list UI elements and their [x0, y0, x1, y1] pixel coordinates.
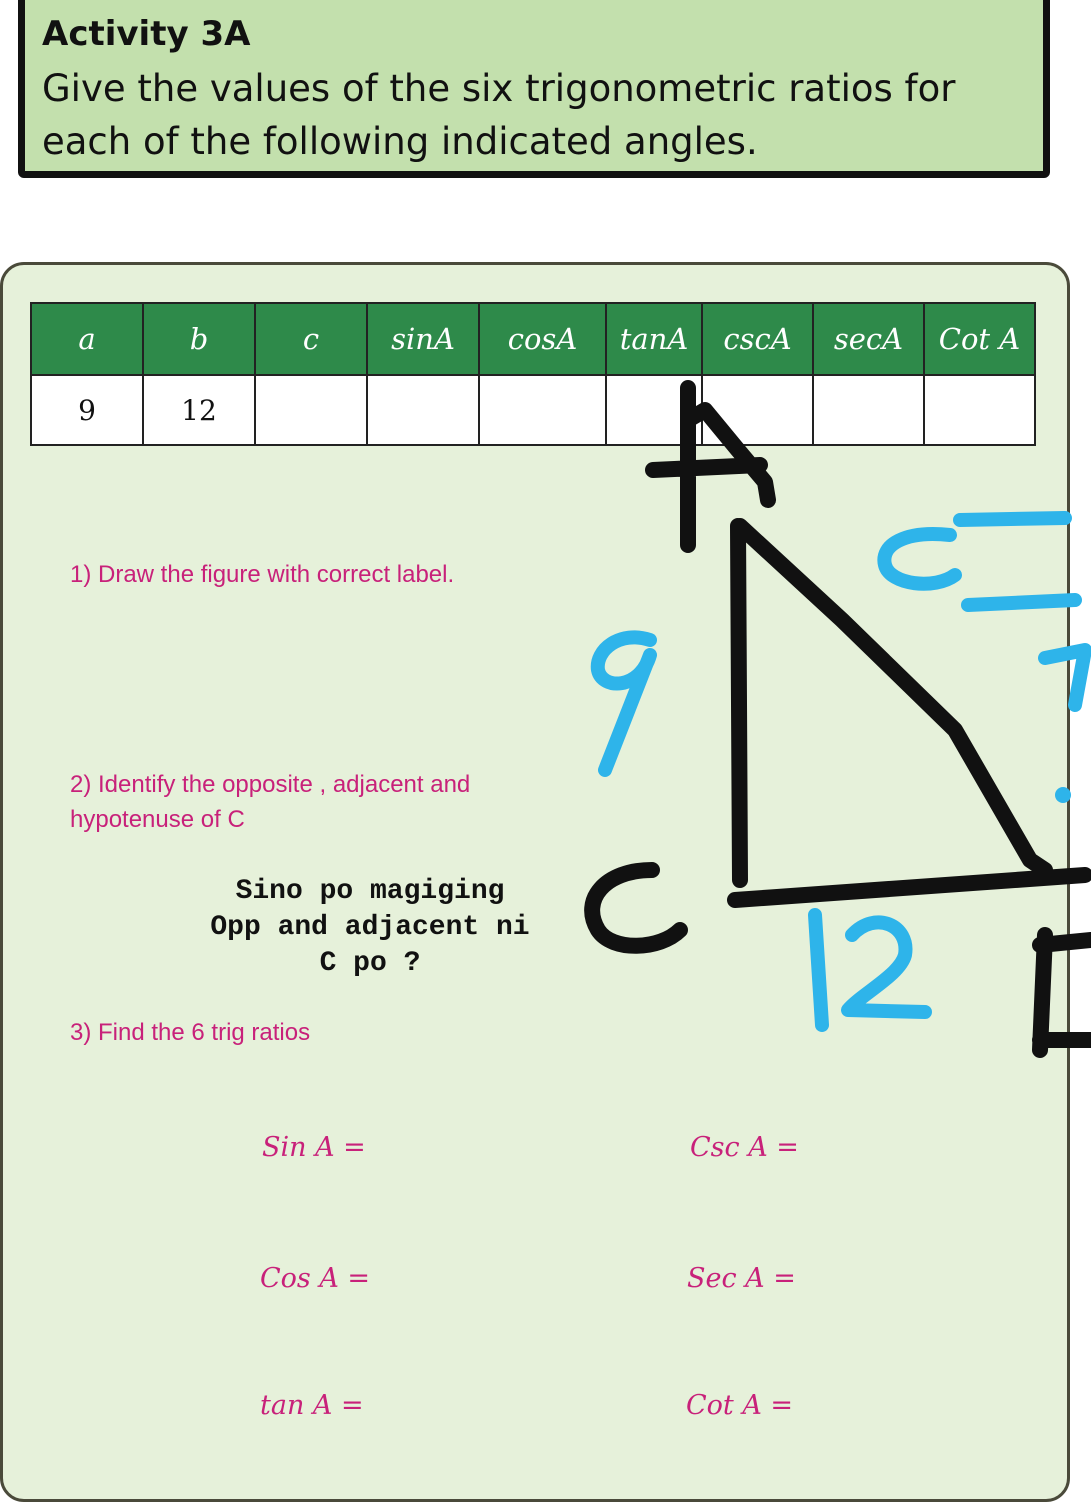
activity-instructions: Give the values of the six trigonometric ratios for each of the following indicated angles. — [42, 67, 956, 163]
header-a: a — [31, 303, 143, 375]
step-1-text: 1) Draw the figure with correct label. — [70, 561, 455, 588]
header-b: b — [143, 303, 255, 375]
note-line-2: Opp and adjacent ni — [210, 912, 530, 943]
handwritten-label-a — [653, 388, 768, 545]
sec-formula: Sec A = — [687, 1263, 796, 1294]
header-seca: secA — [813, 303, 924, 375]
tan-formula: tan A = — [260, 1390, 364, 1421]
handwritten-number-9 — [598, 637, 650, 770]
step-3-text: 3) Find the 6 trig ratios — [70, 1019, 311, 1046]
csc-formula: Csc A = — [690, 1132, 799, 1163]
handwritten-dot — [1055, 787, 1071, 803]
cell-b[interactable]: 12 — [143, 375, 255, 445]
cell-a[interactable]: 9 — [31, 375, 143, 445]
header-cosa: cosA — [479, 303, 606, 375]
step-2-text: 2) Identify the opposite , adjacent and hypotenuse of C — [70, 771, 471, 833]
header-csca: cscA — [702, 303, 813, 375]
cot-formula: Cot A = — [686, 1390, 794, 1421]
header-sina: sinA — [367, 303, 479, 375]
handwritten-c-equals — [884, 518, 1075, 605]
cos-formula: Cos A = — [260, 1263, 371, 1294]
handwritten-label-c — [592, 870, 680, 946]
handwritten-label-b — [1040, 935, 1091, 1050]
header-c: c — [255, 303, 367, 375]
note-line-3: C po ? — [319, 948, 421, 979]
handwritten-partial-digit — [1045, 650, 1085, 705]
handwritten-number-12 — [815, 915, 925, 1025]
header-tana: tanA — [606, 303, 702, 375]
activity-title: Activity 3A — [42, 14, 251, 54]
note-line-1: Sino po magiging — [235, 876, 505, 907]
sin-formula: Sin A = — [262, 1132, 366, 1163]
header-cota: Cot A — [924, 303, 1035, 375]
